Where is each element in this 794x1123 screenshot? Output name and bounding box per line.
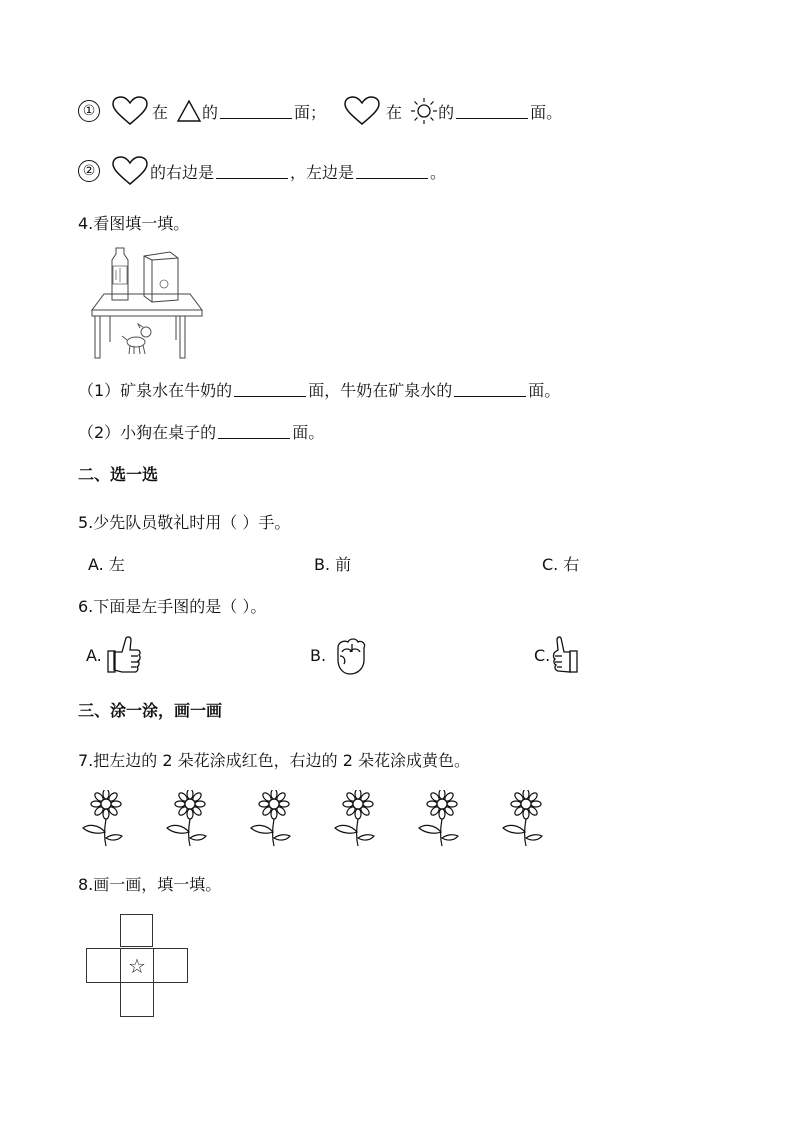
q6-option-a-label: A. (86, 645, 102, 665)
circled-number-2: ② (78, 160, 100, 182)
text-period: 。 (430, 162, 447, 182)
q5-title: 5.少先队员敬礼时用（ ）手。 (78, 513, 291, 532)
q4-title: 4.看图填一填。 (78, 214, 190, 233)
q7-title: 7.把左边的 2 朵花涂成红色，右边的 2 朵花涂成黄色。 (78, 751, 470, 770)
text-side: 面。 (530, 102, 563, 122)
q4-sub1-text-c: 面。 (528, 381, 561, 400)
thumb-up-hand-icon (104, 634, 142, 676)
q4-sub1 (78, 378, 560, 401)
position-row-1 (78, 96, 562, 126)
q5-option-b[interactable]: B. 前 (314, 555, 352, 574)
q4-sub2 (78, 420, 324, 443)
q6-option-a[interactable] (86, 634, 142, 676)
fist-hand-icon (330, 634, 370, 676)
section-2-title: 二、选一选 (78, 465, 159, 484)
q6-title: 6.下面是左手图的是（ ）。 (78, 597, 267, 616)
heart-icon (112, 96, 148, 126)
triangle-icon (176, 99, 202, 123)
flower-icon[interactable] (164, 790, 212, 848)
thumb-up-hand-icon (552, 634, 580, 676)
q8-title: 8.画一画，填一填。 (78, 875, 222, 894)
answer-blank[interactable] (356, 164, 428, 179)
heart-icon (344, 96, 380, 126)
q4-sub1-text-a: （1）矿泉水在牛奶的 (78, 381, 233, 400)
q6-option-c-label: C. (534, 645, 551, 665)
grid-cell-left[interactable] (86, 948, 121, 983)
text-of: 的 (438, 102, 455, 122)
q4-sub2-text-a: （2）小狗在桌子的 (78, 423, 217, 442)
q6-option-b-label: B. (310, 645, 327, 665)
grid-cell-center[interactable] (120, 948, 154, 983)
flower-row (80, 790, 548, 848)
q5-option-c[interactable]: C. 右 (542, 555, 580, 574)
text-side: 面； (294, 102, 327, 122)
heart-icon (112, 156, 148, 186)
answer-blank[interactable] (456, 104, 528, 119)
flower-icon[interactable] (332, 790, 380, 848)
table-scene-illustration (88, 244, 208, 360)
answer-blank[interactable] (216, 164, 288, 179)
q5-option-a[interactable]: A. 左 (88, 555, 125, 574)
flower-icon[interactable] (500, 790, 548, 848)
text-in: 在 (152, 102, 169, 122)
answer-blank[interactable] (454, 382, 526, 397)
flower-icon[interactable] (80, 790, 128, 848)
q4-sub1-text-b: 面，牛奶在矿泉水的 (308, 381, 453, 400)
grid-cell-bottom[interactable] (120, 982, 154, 1017)
answer-blank[interactable] (220, 104, 292, 119)
position-row-2 (78, 156, 446, 186)
grid-cell-right[interactable] (153, 948, 188, 983)
q6-option-b[interactable] (310, 634, 370, 676)
text-right-is: 的右边是 (150, 162, 215, 182)
text-left-is: ，左边是 (290, 162, 355, 182)
answer-blank[interactable] (234, 382, 306, 397)
sun-icon (410, 97, 438, 125)
cross-grid (86, 914, 188, 1017)
q6-option-c[interactable] (534, 634, 580, 676)
flower-icon[interactable] (416, 790, 464, 848)
circled-number-1: ① (78, 100, 100, 122)
section-3-title: 三、涂一涂，画一画 (78, 701, 223, 720)
answer-blank[interactable] (218, 424, 290, 439)
flower-icon[interactable] (248, 790, 296, 848)
grid-cell-top[interactable] (120, 914, 153, 947)
text-of: 的 (202, 102, 219, 122)
star-icon: ☆ (128, 953, 146, 978)
q4-sub2-text-b: 面。 (292, 423, 325, 442)
text-in: 在 (386, 102, 403, 122)
